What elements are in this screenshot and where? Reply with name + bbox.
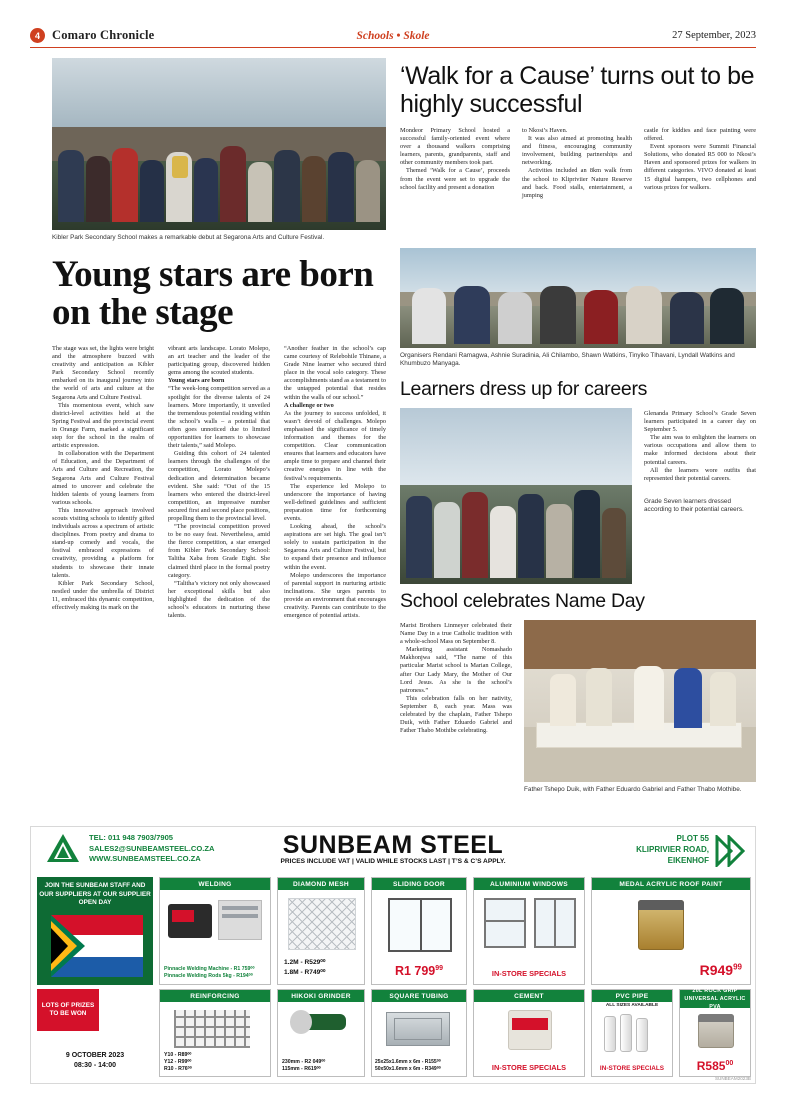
advert-address-line1: PLOT 55 (676, 834, 709, 843)
body-walk-col2: to Nkosi’s Haven. It was also aimed at promoting health and fitness, encouraging community involvement, building partnerships and networking. Activities included an 8km walk from the school to Klipriviier Nature Reserve and back. Food stalls, entertainment, a jumping (522, 127, 632, 199)
product-hikoki-grinder-image (278, 1002, 364, 1076)
publication-date: 27 September, 2023 (672, 30, 756, 41)
headline-walk-for-a-cause (400, 62, 756, 118)
advert-date-line2: 08:30 - 14:00 (73, 1061, 117, 1069)
product-roof-paint[interactable] (591, 877, 751, 985)
advert-email[interactable]: SALES2@SUNBEAMSTEEL.CO.ZA (89, 843, 215, 853)
advert-open-day-panel (37, 877, 153, 985)
product-pvc-pipe-image (592, 1002, 672, 1076)
product-pvc-pipe-price: IN-STORE SPECIALS (599, 1065, 665, 1072)
photo-kibler-park-group (52, 58, 386, 230)
product-cement[interactable] (473, 989, 585, 1077)
caption-walk-organisers: Organisers Rendani Ramagwa, Ashnie Suradinia, Ali Chilambo, Shawn Watkins, Tinyiko Tlhavani, Lyndall Watkins and Khumbuzo Manyaga. (400, 352, 735, 368)
caption-mass-celebration: Father Tshepo Duik, with Father Eduardo Gabriel and Father Thabo Mothibe. (524, 786, 742, 793)
photo-career-day (400, 408, 632, 584)
product-reinforcing[interactable] (159, 989, 271, 1077)
product-welding-title: WELDING (160, 878, 270, 890)
headline-name-day-text: School celebrates Name Day (400, 590, 645, 612)
product-aluminium-windows-price: IN-STORE SPECIALS (491, 969, 567, 978)
product-reinforcing-title: REINFORCING (160, 990, 270, 1002)
product-cement-image (474, 1002, 584, 1076)
product-reinforcing-line1: Y10 - R89⁰⁰ (164, 1052, 192, 1058)
product-cement-price: IN-STORE SPECIALS (491, 1063, 567, 1072)
product-roof-paint-image (592, 890, 750, 984)
product-hikoki-grinder-line1: 230mm - R2 049⁰⁰ (282, 1059, 326, 1065)
body-young-stars-col1: The stage was set, the lights were bright and the atmosphere buzzed with creativity and anticipation as Kibler Park Secondary School recently embarked on its inaugural journey into the world of arts and culture at the Segarona Arts and Culture Festival. This momentous event, which saw district-level activities held at the Spring Festival and the provincial event in Orange Farm, marked a significant step for the school in the realm of artistic expression. In collaboration with the Department of Education, and the Department of Arts and Culture and Recreation, the Segarona Arts and Culture Festival aimed to uncover and celebrate the hidden talents of young learners from various schools. This innovative approach involved scouts visiting schools to identify gifted individuals across a spectrum of artistic disciplines. From poetry and drama to stand-up comedy and vocals, the festival embraced expressions of creativity, providing a platform for students to showcase their innate talents. Kibler Park Secondary School, nestled under the umbrella of District 11, embraced this dynamic competition, effectively making its mark on the (52, 345, 154, 611)
product-diamond-mesh-title: DIAMOND MESH (278, 878, 364, 890)
product-diamond-mesh[interactable] (277, 877, 365, 985)
headline-careers-text: Learners dress up for careers (400, 378, 648, 400)
advert-prizes-badge: LOTS OF PRIZES TO BE WON (37, 989, 99, 1031)
body-young-stars-col3: “Another feather in the school’s cap came courtesy of Relebohile Thinane, a Grade Nine learner who secured third place in the vocal solo category. These accomplishments stand as a testament to the untapped potential that resides within the walls of our school.” A challenge or two As the journey to success unfolded, it wasn’t devoid of challenges. Molepo emphasised the significance of timely information and themes for the competition. Clear communication ensures that learners and educators have ample time to prepare and channel their creative energies in line with the festival’s requirements. The experience led Molepo to underscore the importance of having well-defined guidelines and sufficient preparation time for forthcoming events. Looking ahead, the school’s aspirations are set high. The goal isn’t solely to sustain participation in the Segarona Arts and Culture Festival, but to expand their presence and influence within the event. Molepo underscores the importance of parental support in nurturing artistic inclinations. She urges parents to provide an environment that encourages creativity. Parents can contribute to the emergence of potential artists. (284, 345, 386, 620)
advert-address-line2: KLIPRIVIER ROAD, (636, 845, 709, 854)
product-square-tubing-line2: 50x50x1.6mm x 6m - R349⁰⁰ (375, 1066, 441, 1072)
product-reinforcing-line3: R10 - R76⁰⁰ (164, 1066, 192, 1072)
body-walk-col1: Mondeor Primary School hosted a successful family-oriented event where over a thousand walkers comprising learners, parents, grandparents, staff and other community members took part. Themed ‘Walk for a Cause’, proceeds from the event were set to upgrade the school facility and present a donation (400, 127, 510, 191)
product-welding-line1: Pinnacle Welding Machine - R1 759⁰⁰ (164, 965, 255, 972)
headline-young-stars-text: Young stars are born on the stage (52, 254, 374, 333)
product-sliding-door-image (372, 890, 466, 984)
south-africa-flag-icon (51, 915, 143, 977)
product-square-tubing-line1: 25x25x1.6mm x 6m - R155⁰⁰ (375, 1059, 441, 1065)
product-reinforcing-line2: Y12 - R99⁰⁰ (164, 1059, 192, 1065)
product-diamond-mesh-line1: 1.2M - R529⁰⁰ (284, 959, 326, 966)
headline-young-stars (52, 256, 386, 332)
caption-career-day: Grade Seven learners dressed according to their potential careers. (644, 498, 744, 514)
body-young-stars-col2: vibrant arts landscape. Lorato Molepo, an art teacher and the leader of the participating group, discovered hidden gems among the scouted students. Young stars are born “The week-long competition served as a spotlight for the diverse talents of 24 learners. More importantly, it unveiled the tremendous potential residing within the school’s walls – a potential that often goes unnoticed due to limited opportunities for learners to showcase their talents,” said Molepo. Guiding this cohort of 24 talented learners through the challenges of the competition, Lorato Molepo’s dedication and determination became evident. She said: “Out of the 15 learners who entered the district-level competition, an impressive number secured first and second place positions, propelling them to the provincial level. “The provincial competition proved to be no easy feat. Nevertheless, amid the fierce competition, a star emerged from Kibler Park Secondary School: Talitha Xaba from Grade Eight. She claimed third place in the formal poetry category. “Talitha’s victory not only showcased her exceptional skills but also highlighted the dedication of the school’s educators in nurturing these talents. (168, 345, 270, 620)
advert-address (636, 833, 709, 866)
masthead (30, 24, 756, 48)
product-diamond-mesh-line2: 1.8M - R749⁰⁰ (284, 969, 326, 976)
product-square-tubing-title: SQUARE TUBING (372, 990, 466, 1002)
advert-brand-name: SUNBEAM STEEL (282, 831, 504, 859)
chevron-right-icon (715, 835, 745, 872)
product-cement-title: CEMENT (474, 990, 584, 1002)
headline-walk-text: ‘Walk for a Cause’ turns out to be highly successful (400, 62, 755, 118)
section-label: Schools • Skole (356, 29, 430, 42)
advert-website[interactable]: WWW.SUNBEAMSTEEL.CO.ZA (89, 854, 201, 864)
product-hikoki-grinder-line2: 115mm - R619⁰⁰ (282, 1066, 321, 1072)
advert-tel: TEL: 011 948 7903/7905 (89, 833, 174, 842)
photo-walk-organisers (400, 248, 756, 348)
product-rock-grip-pva-price: $R585^{00}$ (696, 1059, 734, 1073)
product-diamond-mesh-image (278, 890, 364, 984)
product-rock-grip-pva-title: 20L ROCK GRIP UNIVERSAL ACRYLIC PVA (680, 990, 750, 1008)
product-aluminium-windows-title: ALUMINIUM WINDOWS (474, 878, 584, 890)
advert-open-day-date (37, 1051, 153, 1070)
product-reinforcing-image (160, 1002, 270, 1076)
headline-name-day (400, 590, 756, 612)
advert-address-line3: EIKENHOF (667, 856, 709, 865)
advert-terms-line: PRICES INCLUDE VAT | VALID WHILE STOCKS LAST | T’S & C’S APPLY. (280, 858, 506, 865)
product-hikoki-grinder[interactable] (277, 989, 365, 1077)
page-number-badge: 4 (30, 28, 45, 43)
product-rock-grip-pva[interactable] (679, 989, 751, 1077)
advert-sunbeam-steel[interactable] (30, 826, 756, 1084)
product-aluminium-windows-image (474, 890, 584, 984)
product-pvc-pipe-subtitle: ALL SIZES AVAILABLE (605, 1003, 659, 1008)
product-square-tubing[interactable] (371, 989, 467, 1077)
product-hikoki-grinder-title: HIKOKI GRINDER (278, 990, 364, 1002)
caption-kibler-park: Kibler Park Secondary School makes a remarkable debut at Segarona Arts and Culture Festival. (52, 234, 325, 241)
body-walk-col3: castle for kiddies and face painting were offered. Event sponsors were Summit Financial Solutions, who donated R5 000 to Nkosi’s Haven and sponsored prizes for walkers in different categories. VIVO donated at least 15 digital hampers, two cellphones and various prizes for walkers. (644, 127, 756, 191)
product-square-tubing-image (372, 1002, 466, 1076)
body-name-day-col: Marist Brothers Linmeyer celebrated their Name Day in a true Catholic tradition with a whole-school Mass on September 8. Marketing assistant Nomashado Makhonjwa said, “The name of this particular Marist school is Marian College, after Our Lady Mary, the Mother of Our Lord Jesus. As she is the school’s patroness.” This celebration falls on her nativity, September 8, each year. Mass was celebrated by the chaplain, Father Tshepo Duik, with Father Eduardo Gabriel and Father Thabo Mothibe celebrating. (400, 622, 512, 735)
headline-learners-careers (400, 378, 756, 400)
product-rock-grip-pva-image (680, 1008, 750, 1076)
product-aluminium-windows[interactable] (473, 877, 585, 985)
advert-credit: SUNBEAM2023B (714, 1076, 751, 1081)
photo-mass-celebration (524, 620, 756, 782)
product-roof-paint-title: MEDAL ACRYLIC ROOF PAINT (592, 878, 750, 890)
product-sliding-door-title: SLIDING DOOR (372, 878, 466, 890)
product-welding-line2: Pinnacle Welding Rods 5kg - R194⁰⁰ (164, 972, 253, 979)
product-welding[interactable] (159, 877, 271, 985)
product-sliding-door-price: R1 $799^{99}$ (394, 964, 444, 978)
product-roof-paint-price: $R949^{99}$ (699, 962, 742, 978)
body-careers-col: Glenanda Primary School’s Grade Seven learners participated in a career day on September 5. The aim was to enlighten the learners on various occupations and allow them to make informed decisions about their potential careers. All the learners wore outfits that represented their potential careers. (644, 410, 756, 482)
advert-open-day-text: JOIN THE SUNBEAM STAFF AND OUR SUPPLIERS AT OUR SUPPLIER OPEN DAY (39, 882, 151, 906)
advert-date-line1: 9 OCTOBER 2023 (65, 1052, 125, 1059)
product-welding-image (160, 890, 270, 984)
product-sliding-door[interactable] (371, 877, 467, 985)
publication-name: Comaro Chronicle (52, 28, 155, 42)
product-pvc-pipe[interactable] (591, 989, 673, 1077)
product-pvc-pipe-title: PVC PIPE (592, 990, 672, 1002)
